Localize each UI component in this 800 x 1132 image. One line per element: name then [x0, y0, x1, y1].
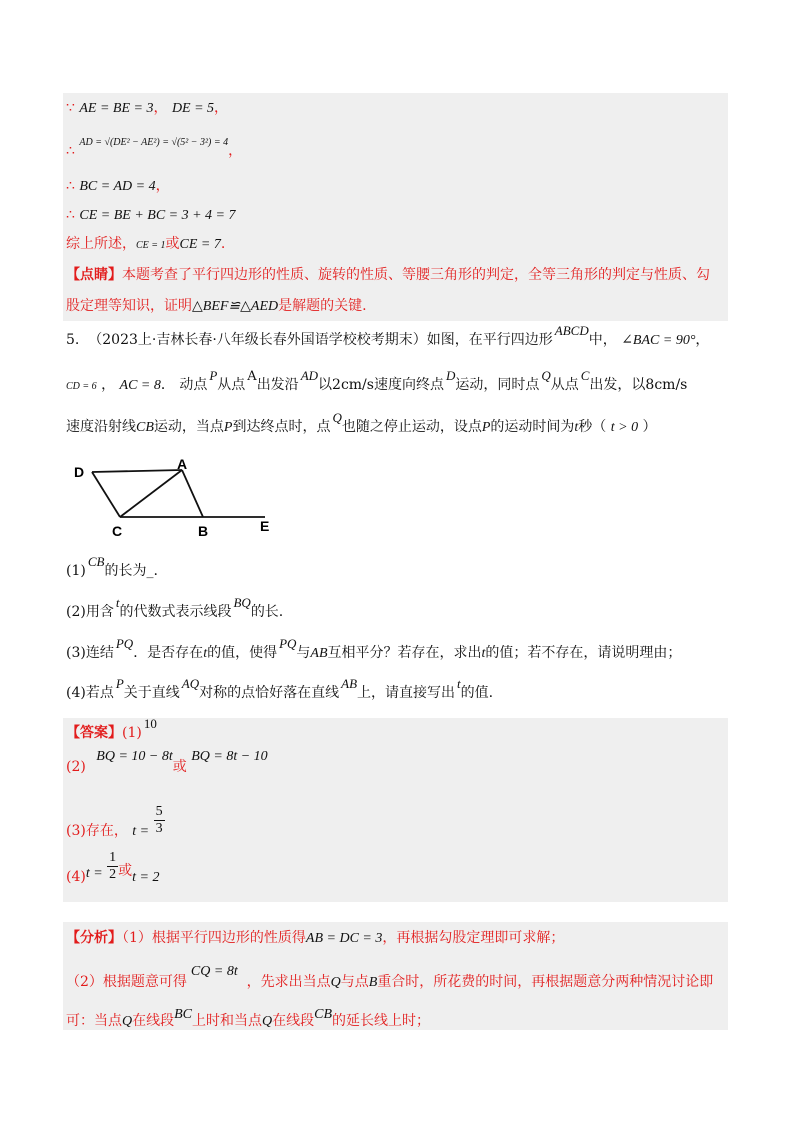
segment-DA: [92, 470, 182, 472]
answer-line-1: 【答案】(1)10: [66, 716, 157, 741]
segment-AB: [182, 470, 203, 517]
label-E: E: [260, 518, 270, 534]
comment-line-2: 股定理等知识，证明△BEF≌△AED是解题的关键.: [66, 298, 367, 314]
solution-line-3: ∴ BC = AD = 4，: [66, 178, 170, 194]
label-C: C: [112, 523, 123, 539]
question-2: (2)用含t的代数式表示线段BQ的长.: [66, 595, 284, 620]
analysis-line-2: （2）根据题意可得CQ = 8t ，先求出当点Q与点B重合时，所花费的时间，再根据题意分两种情况讨论即: [66, 964, 714, 990]
label-B: B: [198, 523, 209, 539]
question-3: (3)连结PQ．是否存在t的值，使得PQ与AB互相平分？若存在，求出t的值；若不存在，请说明理由；: [66, 636, 682, 661]
problem-line-1: 5. （2023上·吉林长春·八年级长春外国语学校校考期末）如图，在平行四边形ABCD中， ∠BAC = 90°，: [66, 323, 710, 348]
segment-DC: [92, 472, 120, 517]
segment-CA: [120, 470, 182, 517]
answer-line-3: (3)存在， t = $\frac{5}{3}$: [66, 804, 163, 839]
label-D: D: [74, 464, 85, 480]
problem-line-2: CD = 6 ， AC = 8． 动点P从点A出发沿AD以2cm/s速度向终点D运动，同时点Q从点C出发，以8cm/s: [66, 368, 688, 393]
question-4: (4)若点P关于直线AQ对称的点恰好落在直线AB上，请直接写出t的值.: [66, 676, 494, 701]
analysis-line-1: 【分析】（1）根据平行四边形的性质得AB = DC = 3，再根据勾股定理即可求解；: [66, 930, 565, 946]
solution-summary: 综上所述，CE = 1或CE = 7.: [66, 236, 226, 252]
comment-line-1: 【点睛】本题考查了平行四边形的性质、旋转的性质、等腰三角形的判定，全等三角形的判定与性质、勾: [66, 267, 710, 283]
solution-line-4: ∴ CE = BE + BC = 3 + 4 = 7: [66, 207, 236, 223]
label-A: A: [177, 456, 188, 472]
answer-line-2: (2) BQ = 10 − 8t或 BQ = 8t − 10: [66, 749, 268, 775]
solution-line-1: ∵ AE = BE = 3， DE = 5，: [66, 100, 229, 116]
answer-line-4: (4)t = $\frac{1}{2}$ 或t = 2: [66, 850, 160, 885]
problem-line-3: 速度沿射线CB运动，当点P到达终点时，点Q也随之停止运动，设点P的运动时间为t秒（ t > 0 ）: [66, 410, 657, 435]
analysis-line-3: 可：当点Q在线段BC上时和当点Q在线段CB的延长线上时；: [66, 1007, 431, 1029]
question-1: (1)CB的长为_.: [66, 554, 158, 579]
parallelogram-figure: [70, 455, 290, 545]
solution-line-2: ∴ AD = √(DE² − AE²) = √(5² − 3²) = 4，: [66, 137, 243, 159]
